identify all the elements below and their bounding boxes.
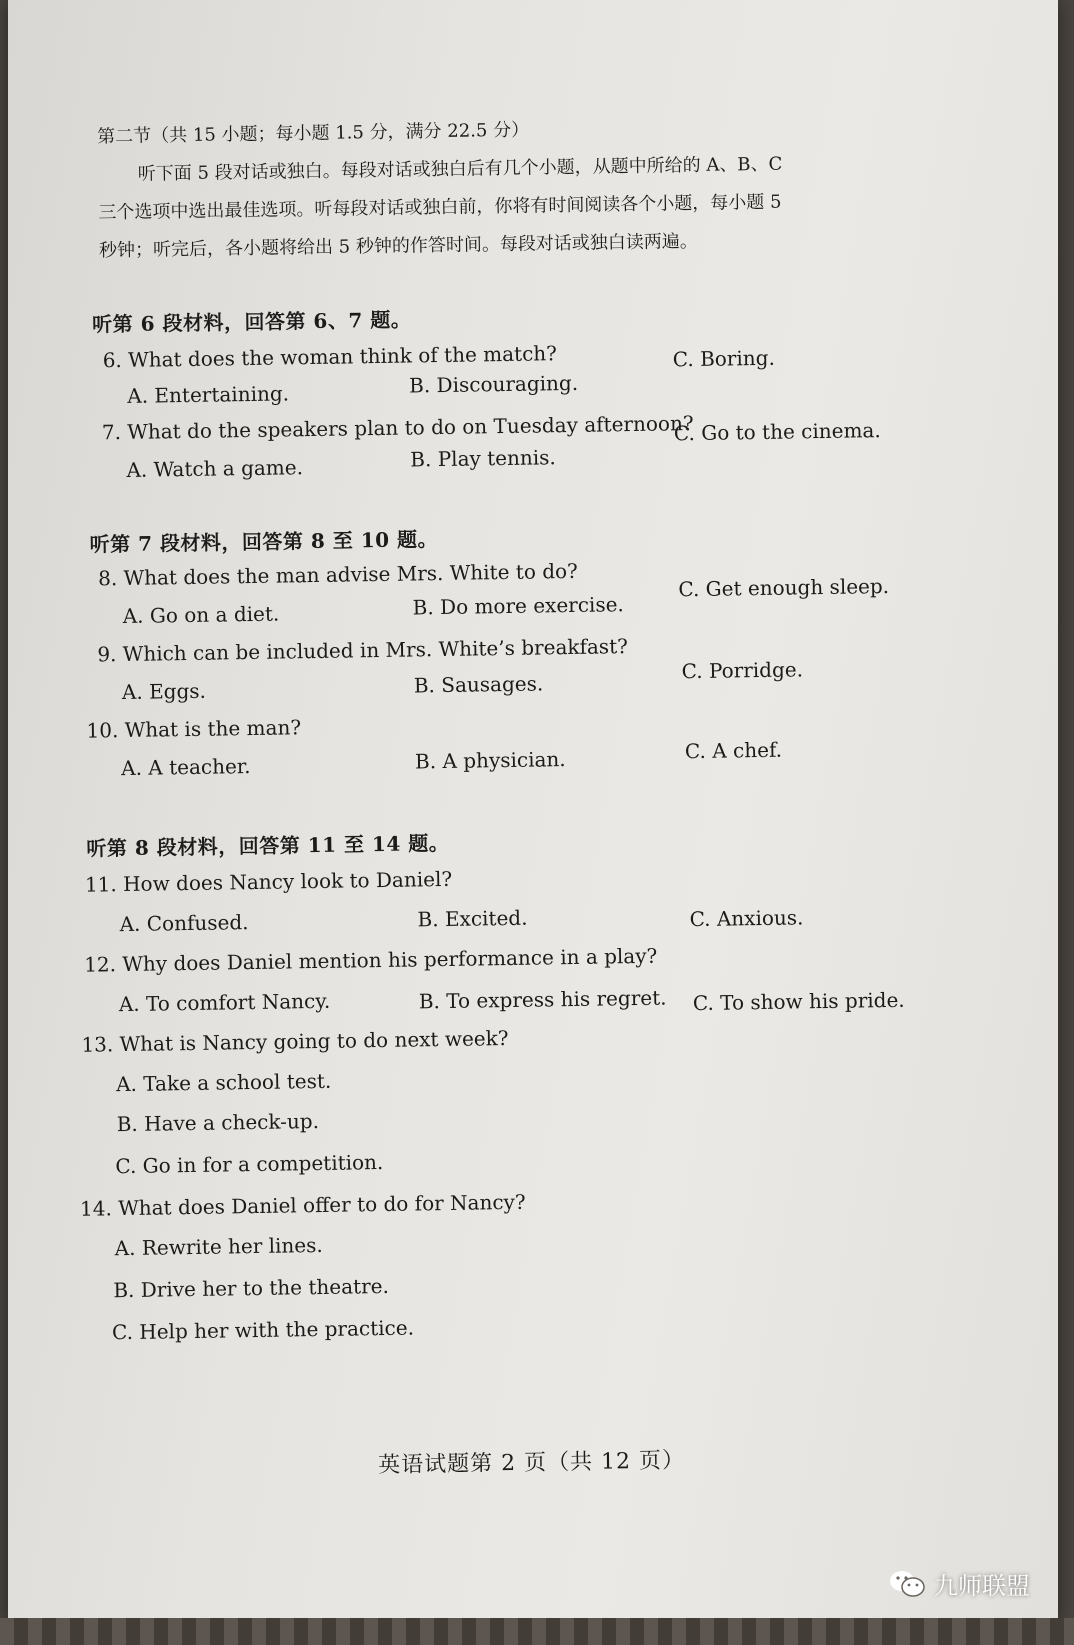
intro-line: 秒钟；听完后，各小题将给出 5 秒钟的作答时间。每段对话或独白读两遍。: [98, 230, 699, 262]
question-stem: 11. How does Nancy look to Daniel?: [84, 866, 453, 897]
question-stem: 12. Why does Daniel mention his performance in a play?: [84, 943, 658, 977]
question-stem: 13. What is Nancy going to do next week?: [81, 1026, 509, 1057]
option-a: A. Take a school test.: [115, 1068, 332, 1097]
option-c: C. To show his pride.: [692, 987, 905, 1016]
option-b: B. Excited.: [417, 905, 528, 932]
option-a: A. Confused.: [119, 910, 249, 937]
option-c: C. Porridge.: [681, 657, 804, 684]
watermark-text: 九师联盟: [934, 1572, 1030, 1600]
section-heading: 听第 6 段材料，回答第 6、7 题。: [91, 307, 412, 337]
option-b: B. Do more exercise.: [412, 592, 624, 620]
option-c: C. Go to the cinema.: [673, 418, 881, 446]
option-b: B. A physician.: [414, 747, 566, 774]
option-c: C. Help her with the practice.: [111, 1315, 415, 1345]
intro-title: 第二节（共 15 小题；每小题 1.5 分，满分 22.5 分）: [97, 119, 530, 148]
option-c: C. A chef.: [684, 737, 783, 764]
option-b: B. Drive her to the theatre.: [113, 1273, 390, 1303]
option-b: B. Discouraging.: [408, 370, 579, 398]
intro-line: 三个选项中选出最佳选项。听每段对话或独白前，你将有时间阅读各个小题，每小题 5: [98, 191, 782, 224]
page-footer: 英语试题第 2 页（共 12 页）: [377, 1448, 686, 1479]
watermark: [888, 1566, 1030, 1601]
option-b: B. To express his regret.: [418, 985, 667, 1014]
option-c: C. Boring.: [672, 345, 776, 372]
question-stem: 7. What do the speakers plan to do on Tuesday afternoon?: [101, 411, 694, 445]
question-stem: 10. What is the man?: [86, 715, 302, 743]
option-a: A. Rewrite her lines.: [114, 1232, 323, 1261]
question-stem: 14. What does Daniel offer to do for Nancy?: [79, 1189, 526, 1221]
option-a: A. Watch a game.: [126, 455, 304, 482]
section-heading: 听第 8 段材料，回答第 11 至 14 题。: [86, 830, 450, 861]
section-intro: [97, 105, 929, 270]
option-a: A. Entertaining.: [127, 381, 290, 408]
section-heading: 听第 7 段材料，回答第 8 至 10 题。: [89, 527, 439, 557]
option-c: C. Anxious.: [689, 905, 804, 932]
question-stem: 8. What does the man advise Mrs. White to do?: [97, 558, 578, 591]
question-stem: 6. What does the woman think of the match?: [102, 341, 558, 373]
wechat-icon: [888, 1568, 926, 1600]
option-c: C. Get enough sleep.: [678, 573, 890, 602]
option-a: A. To comfort Nancy.: [118, 988, 331, 1017]
option-a: A. A teacher.: [120, 754, 251, 781]
option-c: C. Go in for a competition.: [115, 1150, 384, 1179]
option-b: B. Sausages.: [413, 671, 544, 698]
exam-paper: [8, 0, 1058, 1625]
question-stem: 9. Which can be included in Mrs. White’s breakfast?: [97, 634, 629, 667]
table-surface: [0, 1618, 1074, 1645]
intro-line: 听下面 5 段对话或独白。每段对话或独白后有几个小题，从题中所给的 A、B、C: [137, 153, 783, 185]
option-a: A. Eggs.: [121, 678, 207, 705]
option-a: A. Go on a diet.: [122, 601, 280, 629]
option-b: B. Have a check-up.: [116, 1109, 320, 1137]
option-b: B. Play tennis.: [410, 445, 556, 472]
